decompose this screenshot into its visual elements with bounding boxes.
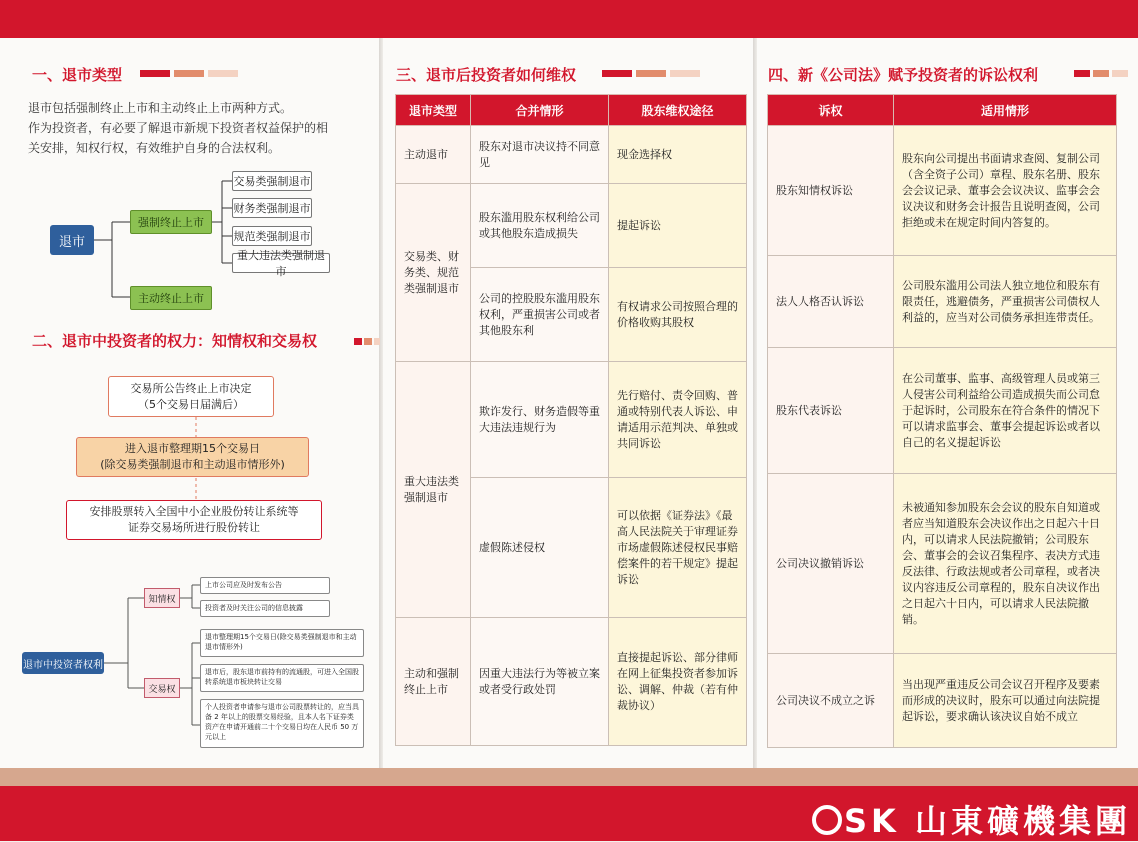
column-header: 诉权	[768, 95, 894, 126]
title-decoration	[1074, 70, 1128, 77]
know-item: 投资者及时关注公司的信息披露	[200, 600, 330, 617]
trading-delisting-node: 交易类强制退市	[232, 171, 312, 191]
flow-text: 安排股票转入全国中小企业股份转让系统等	[89, 505, 299, 518]
forced-delisting-node: 强制终止上市	[130, 210, 212, 234]
table-row	[768, 348, 1117, 474]
delisting-type-cell: 主动和强制终止上市	[396, 618, 471, 746]
section-title-delisting-types: 一、退市类型	[32, 66, 123, 84]
intro-text	[28, 98, 368, 158]
right-to-trade-node: 交易权	[144, 678, 180, 698]
remedy-cell: 先行赔付、责令回购、普通或特别代表人诉讼、申请适用示范判决、单独或共同诉讼	[609, 362, 747, 478]
logo-mark: SK	[844, 802, 900, 840]
column-header: 股东维权途径	[609, 95, 747, 126]
title-decoration	[354, 338, 380, 345]
lawsuit-type-cell: 股东代表诉讼	[768, 348, 894, 474]
investor-rights-root: 退市中投资者权利	[22, 652, 104, 674]
title-decoration	[602, 70, 700, 77]
table-row	[396, 618, 747, 746]
remedy-cell: 现金选择权	[609, 126, 747, 184]
table-row	[768, 256, 1117, 348]
situation-cell: 欺诈发行、财务造假等重大违法违规行为	[471, 362, 609, 478]
delisting-type-cell: 重大违法类强制退市	[396, 362, 471, 618]
remedy-cell: 提起诉讼	[609, 184, 747, 268]
column-header: 适用情形	[894, 95, 1117, 126]
lawsuit-desc-cell: 未被通知参加股东会会议的股东自知道或者应当知道股东会决议作出之日起六十日内，可以请求人民法院撤销；公司股东会、董事会的会议召集程序、表决方式违反法律、行政法规或者公司章程，或者决议内容违反公司章程的，股东自决议作出之日起六十日内，可以请求人民法院撤销。	[894, 474, 1117, 654]
lawsuit-desc-cell: 当出现严重违反公司会议召开程序及要素而形成的决议时，股东可以通过向法院提起诉讼，要求确认该决议自始不成立	[894, 654, 1117, 748]
gear-icon	[812, 805, 842, 835]
flow-text: 交易所公告终止上市决定	[130, 381, 252, 395]
lawsuit-desc-cell: 股东向公司提出书面请求查阅、复制公司（含全资子公司）章程、股东名册、股东会会议记录、董事会会议决议、监事会会议决议和财务会计报告且说明查阅，公司拒绝或未在规定时间内答复的。	[894, 126, 1117, 256]
table-row	[396, 126, 747, 184]
rights-protection-table	[395, 94, 747, 746]
flow-step-transfer	[66, 500, 322, 540]
litigation-rights-table	[767, 94, 1117, 748]
bottom-band	[0, 768, 1138, 786]
logo-company-name: 山東礦機集團	[914, 802, 1131, 840]
trade-item: 个人投资者申请参与退市公司股票转让的，应当具备 2 年以上的股票交易经验，且本人名下证券类资产在申请开通前二十个交易日均在人民币 50 万元以上	[200, 699, 364, 748]
flow-text: 证券交易场所进行股份转让	[128, 521, 260, 534]
lawsuit-type-cell: 法人人格否认诉讼	[768, 256, 894, 348]
flow-step-cleanup-period	[76, 437, 309, 477]
company-logo	[812, 796, 1131, 842]
lawsuit-type-cell: 股东知情权诉讼	[768, 126, 894, 256]
flow-step-announcement	[108, 376, 274, 417]
table-row	[768, 126, 1117, 256]
voluntary-delisting-node: 主动终止上市	[130, 286, 212, 310]
remedy-cell: 可以依据《证券法》《最高人民法院关于审理证券市场虚假陈述侵权民事赔偿案件的若干规定》提起诉讼	[609, 478, 747, 618]
table-row	[768, 474, 1117, 654]
fold-line	[753, 38, 757, 768]
delisting-type-cell: 交易类、财务类、规范类强制退市	[396, 184, 471, 362]
regulatory-delisting-node: 规范类强制退市	[232, 226, 312, 246]
delisting-type-cell: 主动退市	[396, 126, 471, 184]
flow-text: (除交易类强制退市和主动退市情形外)	[100, 458, 285, 471]
flow-text: （5个交易日届满后）	[138, 397, 244, 411]
table-header-row	[768, 95, 1117, 126]
financial-delisting-node: 财务类强制退市	[232, 198, 312, 218]
delisting-root-node: 退市	[50, 225, 94, 255]
violation-delisting-node: 重大违法类强制退市	[232, 253, 330, 273]
table-header-row	[396, 95, 747, 126]
column-header: 退市类型	[396, 95, 471, 126]
intro-line: 退市包括强制终止上市和主动终止上市两种方式。	[28, 101, 293, 115]
lawsuit-type-cell: 公司决议不成立之诉	[768, 654, 894, 748]
title-decoration	[140, 70, 238, 77]
remedy-cell: 直接提起诉讼、部分律师在网上征集投资者参加诉讼、调解、仲裁（若有仲裁协议）	[609, 618, 747, 746]
section-title-litigation-rights: 四、新《公司法》赋予投资者的诉讼权利	[768, 66, 1039, 84]
column-header: 合并情形	[471, 95, 609, 126]
situation-cell: 公司的控股股东滥用股东权利，严重损害公司或者其他股东利	[471, 268, 609, 362]
situation-cell: 股东对退市决议持不同意见	[471, 126, 609, 184]
top-banner	[0, 0, 1138, 38]
table-row	[768, 654, 1117, 748]
right-to-know-node: 知情权	[144, 588, 180, 608]
section-title-investor-rights: 二、退市中投资者的权力：知情权和交易权	[32, 332, 318, 350]
lawsuit-desc-cell: 在公司董事、监事、高级管理人员或第三人侵害公司利益给公司造成损失而公司怠于起诉时，公司股东在符合条件的情况下可以请求监事会、董事会提起诉讼或者以自己的名义提起诉讼	[894, 348, 1117, 474]
table-row	[396, 184, 747, 268]
situation-cell: 因重大违法行为等被立案或者受行政处罚	[471, 618, 609, 746]
situation-cell: 虚假陈述侵权	[471, 478, 609, 618]
lawsuit-type-cell: 公司决议撤销诉讼	[768, 474, 894, 654]
remedy-cell: 有权请求公司按照合理的价格收购其股权	[609, 268, 747, 362]
situation-cell: 股东滥用股东权利给公司或其他股东造成损失	[471, 184, 609, 268]
table-row	[396, 362, 747, 478]
know-item: 上市公司应及时发布公告	[200, 577, 330, 594]
lawsuit-desc-cell: 公司股东滥用公司法人独立地位和股东有限责任，逃避债务，严重损害公司债权人利益的，应当对公司债务承担连带责任。	[894, 256, 1117, 348]
trade-item: 退市整理期15个交易日(除交易类强制退市和主动退市情形外)	[200, 629, 364, 657]
trade-item: 退市后，股东退市前持有的流通股，可进入全国股转系统退市板块转让交易	[200, 664, 364, 692]
intro-line: 关安排，知权行权，有效维护自身的合法权利。	[28, 141, 281, 155]
flow-text: 进入退市整理期15个交易日	[125, 442, 260, 455]
intro-line: 作为投资者，有必要了解退市新规下投资者权益保护的相	[28, 121, 329, 135]
section-title-rights-protection: 三、退市后投资者如何维权	[396, 66, 577, 84]
